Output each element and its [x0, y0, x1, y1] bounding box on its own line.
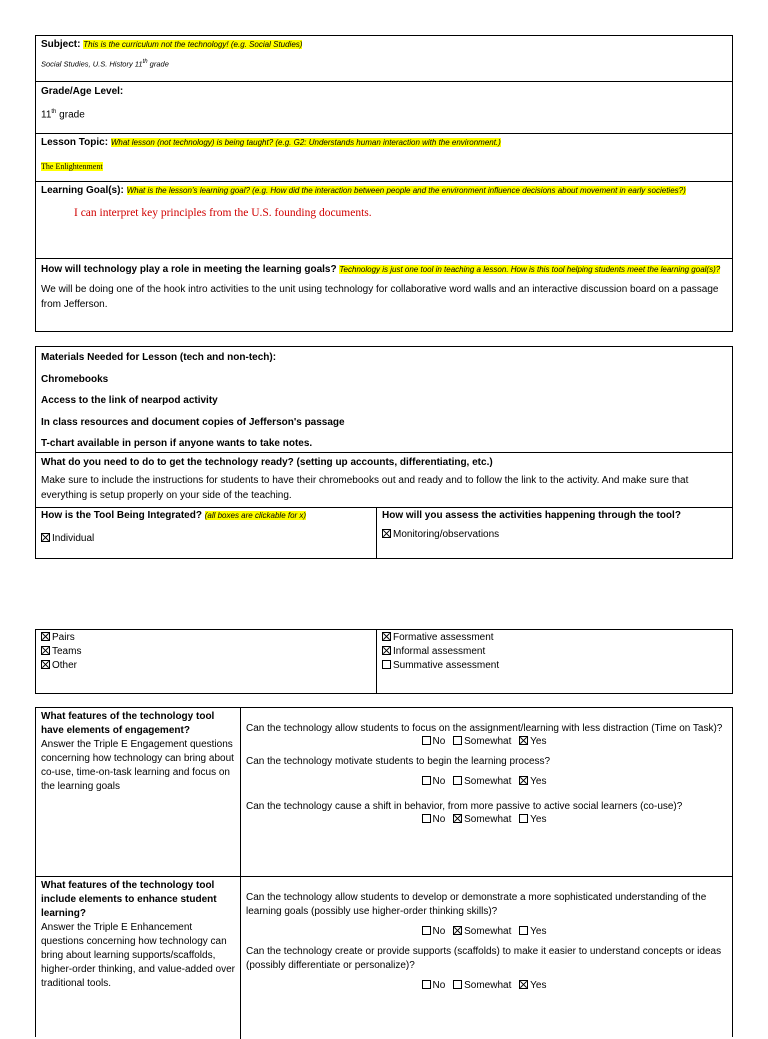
- option-formative[interactable]: [382, 631, 727, 645]
- engagement-questions: [241, 708, 732, 876]
- grade-row: [36, 82, 732, 134]
- question-text: Can the technology allow students to focus on the assignment/learning with less distraction (Time on Task)?: [246, 723, 723, 734]
- option-summative[interactable]: [382, 659, 727, 673]
- assessment-options: [377, 630, 732, 693]
- enhancement-prompt: [36, 877, 241, 1039]
- assess-label: How will you assess the activities happening through the tool?: [382, 510, 681, 521]
- option-no[interactable]: [422, 926, 446, 937]
- option-label: Other: [52, 660, 78, 671]
- subject-hint: This is the curriculum not the technology! (e.g. Social Studies): [83, 40, 303, 49]
- option-teams[interactable]: [41, 645, 371, 659]
- role-label: How will technology play a role in meeting the learning goals?: [41, 264, 337, 275]
- option-yes[interactable]: [519, 736, 546, 747]
- answer-options: [246, 736, 727, 747]
- goal-value[interactable]: I can interpret key principles from the U.S. founding documents.: [74, 207, 372, 219]
- checkbox-checked-icon[interactable]: [382, 632, 391, 641]
- option-somewhat[interactable]: [453, 926, 511, 937]
- option-somewhat[interactable]: [453, 776, 511, 787]
- option-informal[interactable]: [382, 645, 727, 659]
- engagement-section: [36, 708, 732, 877]
- checkbox-unchecked-icon[interactable]: [422, 980, 431, 989]
- option-label: No: [432, 736, 446, 747]
- checkbox-checked-icon[interactable]: [382, 646, 391, 655]
- option-label: Pairs: [52, 632, 75, 643]
- option-label: No: [432, 814, 446, 825]
- option-label: Yes: [530, 980, 547, 991]
- assess-cell: [377, 508, 732, 558]
- checkbox-unchecked-icon[interactable]: [453, 776, 462, 785]
- checkbox-checked-icon[interactable]: [41, 533, 50, 542]
- checkbox-unchecked-icon[interactable]: [422, 926, 431, 935]
- option-label: Formative assessment: [393, 632, 494, 643]
- ready-row: [36, 453, 732, 508]
- integration-row: [36, 508, 732, 558]
- engagement-title: What features of the technology tool have elements of engagement?: [41, 711, 215, 736]
- grade-value-sup: th: [51, 109, 57, 115]
- triple-e-table: [35, 707, 733, 1037]
- option-label: No: [432, 776, 446, 787]
- assess-option-monitoring[interactable]: [382, 529, 727, 540]
- checkbox-unchecked-icon[interactable]: [422, 814, 431, 823]
- checkbox-checked-icon[interactable]: [453, 926, 462, 935]
- checkbox-checked-icon[interactable]: [519, 980, 528, 989]
- option-yes[interactable]: [519, 776, 546, 787]
- checkbox-checked-icon[interactable]: [41, 646, 50, 655]
- topic-row: [36, 134, 732, 182]
- engagement-prompt: [36, 708, 241, 876]
- option-no[interactable]: [422, 814, 446, 825]
- option-label: Individual: [52, 533, 95, 544]
- subject-value-sup: th: [142, 59, 148, 65]
- role-row: [36, 259, 732, 331]
- lesson-info-table: [35, 35, 733, 332]
- option-somewhat[interactable]: [453, 980, 511, 991]
- option-label: Somewhat: [464, 776, 512, 787]
- option-label: No: [432, 980, 446, 991]
- goal-row: [36, 182, 732, 259]
- option-pairs[interactable]: [41, 631, 371, 645]
- question-text: Can the technology create or provide supports (scaffolds) to make it easier to understand concepts or ideas (possibly differentiate or personalize)?: [246, 946, 722, 971]
- goal-label: Learning Goal(s):: [41, 185, 124, 196]
- checkbox-unchecked-icon[interactable]: [382, 660, 391, 669]
- grade-value-tail: grade: [56, 109, 85, 121]
- material-item[interactable]: T-chart available in person if anyone wants to take notes.: [41, 438, 313, 449]
- option-label: Teams: [52, 646, 82, 657]
- checkbox-unchecked-icon[interactable]: [422, 776, 431, 785]
- answer-options: [246, 980, 727, 991]
- integration-continued-table: [35, 629, 733, 694]
- answer-options: [246, 926, 727, 937]
- checkbox-unchecked-icon[interactable]: [453, 980, 462, 989]
- role-value[interactable]: We will be doing one of the hook intro activities to the unit using technology for collaborative word walls and an interactive discussion board on a passage from Jefferson.: [41, 284, 719, 310]
- integration-options: [36, 630, 377, 693]
- option-label: Monitoring/observations: [393, 529, 500, 540]
- option-other[interactable]: [41, 659, 371, 673]
- grade-label: Grade/Age Level:: [41, 86, 124, 97]
- option-yes[interactable]: [519, 980, 546, 991]
- integrated-cell: [36, 508, 377, 558]
- option-label: Somewhat: [464, 980, 512, 991]
- integrated-label: How is the Tool Being Integrated?: [41, 510, 202, 521]
- answer-options: [246, 776, 727, 787]
- checkbox-unchecked-icon[interactable]: [519, 926, 528, 935]
- question-text: Can the technology motivate students to begin the learning process?: [246, 756, 551, 767]
- option-no[interactable]: [422, 776, 446, 787]
- question-text: Can the technology allow students to develop or demonstrate a more sophisticated understanding of the learning goals (possibly use higher-order thinking skills)?: [246, 892, 707, 917]
- materials-label: Materials Needed for Lesson (tech and non-tech):: [41, 352, 277, 363]
- enhancement-desc: Answer the Triple E Enhancement questions concerning how technology can bring about learning supports/scaffolds, higher-order thinking, and value-added over traditional tools.: [41, 922, 236, 989]
- role-hint: Technology is just one tool in teaching a lesson. How is this tool helping students meet the learning goal(s)?: [339, 265, 721, 274]
- option-label: Yes: [530, 736, 547, 747]
- ready-value[interactable]: Make sure to include the instructions for students to have their chromebooks out and ready and to follow the link to the activity. And make sure that everything is setup properly on your side of the teaching.: [41, 475, 689, 501]
- checkbox-checked-icon[interactable]: [519, 776, 528, 785]
- checkbox-checked-icon[interactable]: [519, 736, 528, 745]
- option-label: Somewhat: [464, 814, 512, 825]
- option-label: Yes: [530, 776, 547, 787]
- option-label: Yes: [530, 814, 547, 825]
- material-item[interactable]: In class resources and document copies of Jefferson's passage: [41, 416, 345, 428]
- checkbox-checked-icon[interactable]: [453, 814, 462, 823]
- topic-hint: What lesson (not technology) is being taught? (e.g. G2: Understands human interaction with the environment.): [110, 138, 501, 147]
- goal-hint: What is the lesson's learning goal? (e.g. How did the interaction between people and the environment influence decisions about movement in early societies?): [126, 186, 686, 195]
- enhancement-title: What features of the technology tool include elements to enhance student learning?: [41, 880, 217, 919]
- topic-value[interactable]: The Enlightenment: [41, 162, 103, 171]
- option-yes[interactable]: [519, 814, 546, 825]
- checkbox-checked-icon[interactable]: [382, 529, 391, 538]
- option-label: Summative assessment: [393, 660, 500, 671]
- topic-label: Lesson Topic:: [41, 137, 109, 148]
- option-label: Somewhat: [464, 926, 512, 937]
- checkbox-unchecked-icon[interactable]: [453, 736, 462, 745]
- material-item[interactable]: Chromebooks: [41, 373, 109, 385]
- option-somewhat[interactable]: [453, 736, 511, 747]
- answer-options: [246, 814, 727, 825]
- checkbox-unchecked-icon[interactable]: [422, 736, 431, 745]
- ready-label: What do you need to do to get the technology ready? (setting up accounts, differentiating, etc.): [41, 457, 493, 468]
- materials-row: [36, 347, 732, 453]
- engagement-desc: Answer the Triple E Engagement questions concerning how technology can bring about co-use, time-on-task learning and focus on the learning goals: [41, 739, 234, 792]
- option-label: Somewhat: [464, 736, 512, 747]
- grade-value[interactable]: 11: [41, 109, 52, 121]
- subject-label: Subject:: [41, 39, 81, 50]
- option-yes[interactable]: [519, 926, 546, 937]
- option-somewhat[interactable]: [453, 814, 511, 825]
- subject-value-tail: grade: [147, 59, 169, 69]
- materials-table: [35, 346, 733, 559]
- option-label: No: [432, 926, 446, 937]
- checkbox-checked-icon[interactable]: [41, 660, 50, 669]
- integrated-option-individual[interactable]: [41, 533, 371, 544]
- subject-row: [36, 36, 732, 82]
- option-no[interactable]: [422, 980, 446, 991]
- integrated-hint: (all boxes are clickable for x): [204, 511, 307, 520]
- checkbox-unchecked-icon[interactable]: [519, 814, 528, 823]
- enhancement-questions: [241, 877, 732, 1039]
- option-no[interactable]: [422, 736, 446, 747]
- question-text: Can the technology cause a shift in behavior, from more passive to active social learners (co-use)?: [246, 801, 683, 812]
- checkbox-checked-icon[interactable]: [41, 632, 50, 641]
- option-label: Informal assessment: [393, 646, 486, 657]
- material-item[interactable]: Access to the link of nearpod activity: [41, 395, 218, 406]
- subject-value[interactable]: Social Studies, U.S. History 11: [41, 59, 143, 69]
- enhancement-section: [36, 877, 732, 1039]
- option-label: Yes: [530, 926, 547, 937]
